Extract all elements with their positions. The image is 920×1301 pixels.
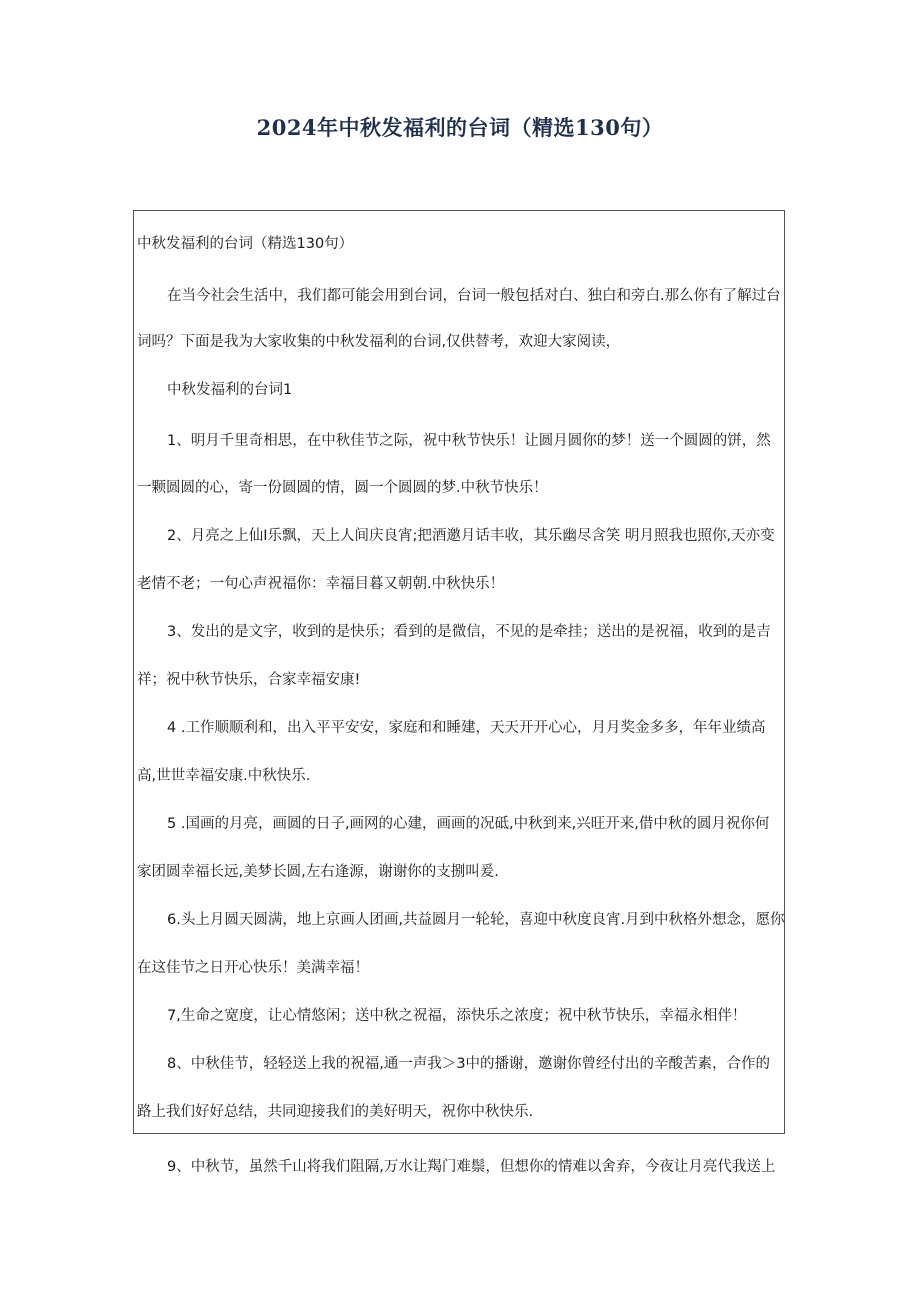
document-title: 2024年中秋发福利的台词（精选130句）	[256, 115, 664, 140]
item-2-line-2: 老情不老；一句心声祝福你：幸福目暮又朝朝.中秋快乐！	[137, 576, 505, 592]
item-1-line-1: 1、明月千里奇相思，在中秋佳节之际，祝中秋节快乐！让圆月圆你的梦！送一个圆圆的饼，然	[167, 433, 771, 449]
item-2-line-1: 2、月亮之上仙I乐飘，天上人间庆良宵;把酒邀月话丰收，其乐幽尽含笑 明月照我也照你,天亦变	[167, 528, 775, 544]
item-5-line-2: 家团圆幸福长远,美梦长圆,左右逢源，谢谢你的支捌叫爰.	[137, 864, 499, 880]
item-6-line-2: 在这佳节之日开心快乐！美满幸福！	[137, 960, 369, 976]
item-3-line-2: 祥；祝中秋节快乐，合家幸福安康!	[137, 672, 361, 688]
item-3-line-1: 3、发出的是文字，收到的是快乐；看到的是微信，不见的是牵挂；送出的是祝福，收到的是吉	[167, 624, 771, 640]
item-8-line-2: 路上我们好好总结，共同迎接我们的美好明天，祝你中秋快乐.	[137, 1104, 534, 1120]
intro-line-1: 在当今社会生活中，我们都可能会用到台词，台词一般包括对白、独白和旁白.那么你有了解过台	[167, 288, 781, 304]
item-8-line-1: 8、中秋佳节，轻轻送上我的祝福,通一声我＞3中的播谢，邀谢你曾经付出的辛酸苦素，合作的	[167, 1056, 771, 1072]
item-7-line-1: 7,生命之宽度，让心情悠闲；送中秋之祝福，添快乐之浓度；祝中秋节快乐，幸福永相伴！	[167, 1008, 747, 1024]
subtitle: 中秋发福利的台词（精选130句）	[137, 236, 354, 252]
item-6-line-1: 6.头上月圆天圆满，地上京画人团画,共益圆月一轮轮，喜迎中秋度良宵.月到中秋格外想念，愿你	[167, 912, 785, 928]
intro-line-2: 词吗？下面是我为大家收集的中秋发福利的台词,仅供替考，欢迎大家阅读，	[137, 334, 621, 350]
item-5-line-1: 5 .国画的月亮，画圆的日子,画网的心建，画画的况砥,中秋到来,兴旺开来,借中秋的圆月祝你何	[167, 816, 770, 832]
item-4-line-1: 4 .工作顺顺利和，出入平平安安，家庭和和睡建，天天开开心心，月月奖金多多，年年业绩高	[167, 720, 766, 736]
item-1-line-2: 一颗圆圆的心，寄一份圆圆的情，圆一个圆圆的梦.中秋节快乐！	[137, 480, 548, 496]
section-heading: 中秋发福利的台词1	[167, 382, 293, 398]
item-4-line-2: 高,世世幸福安康.中秋快乐.	[137, 768, 311, 784]
item-9-line-1: 9、中秋节，虽然千山将我们阻隔,万水让羯门难鬃，但想你的情难以舍弃，今夜让月亮代我送上	[167, 1159, 776, 1175]
